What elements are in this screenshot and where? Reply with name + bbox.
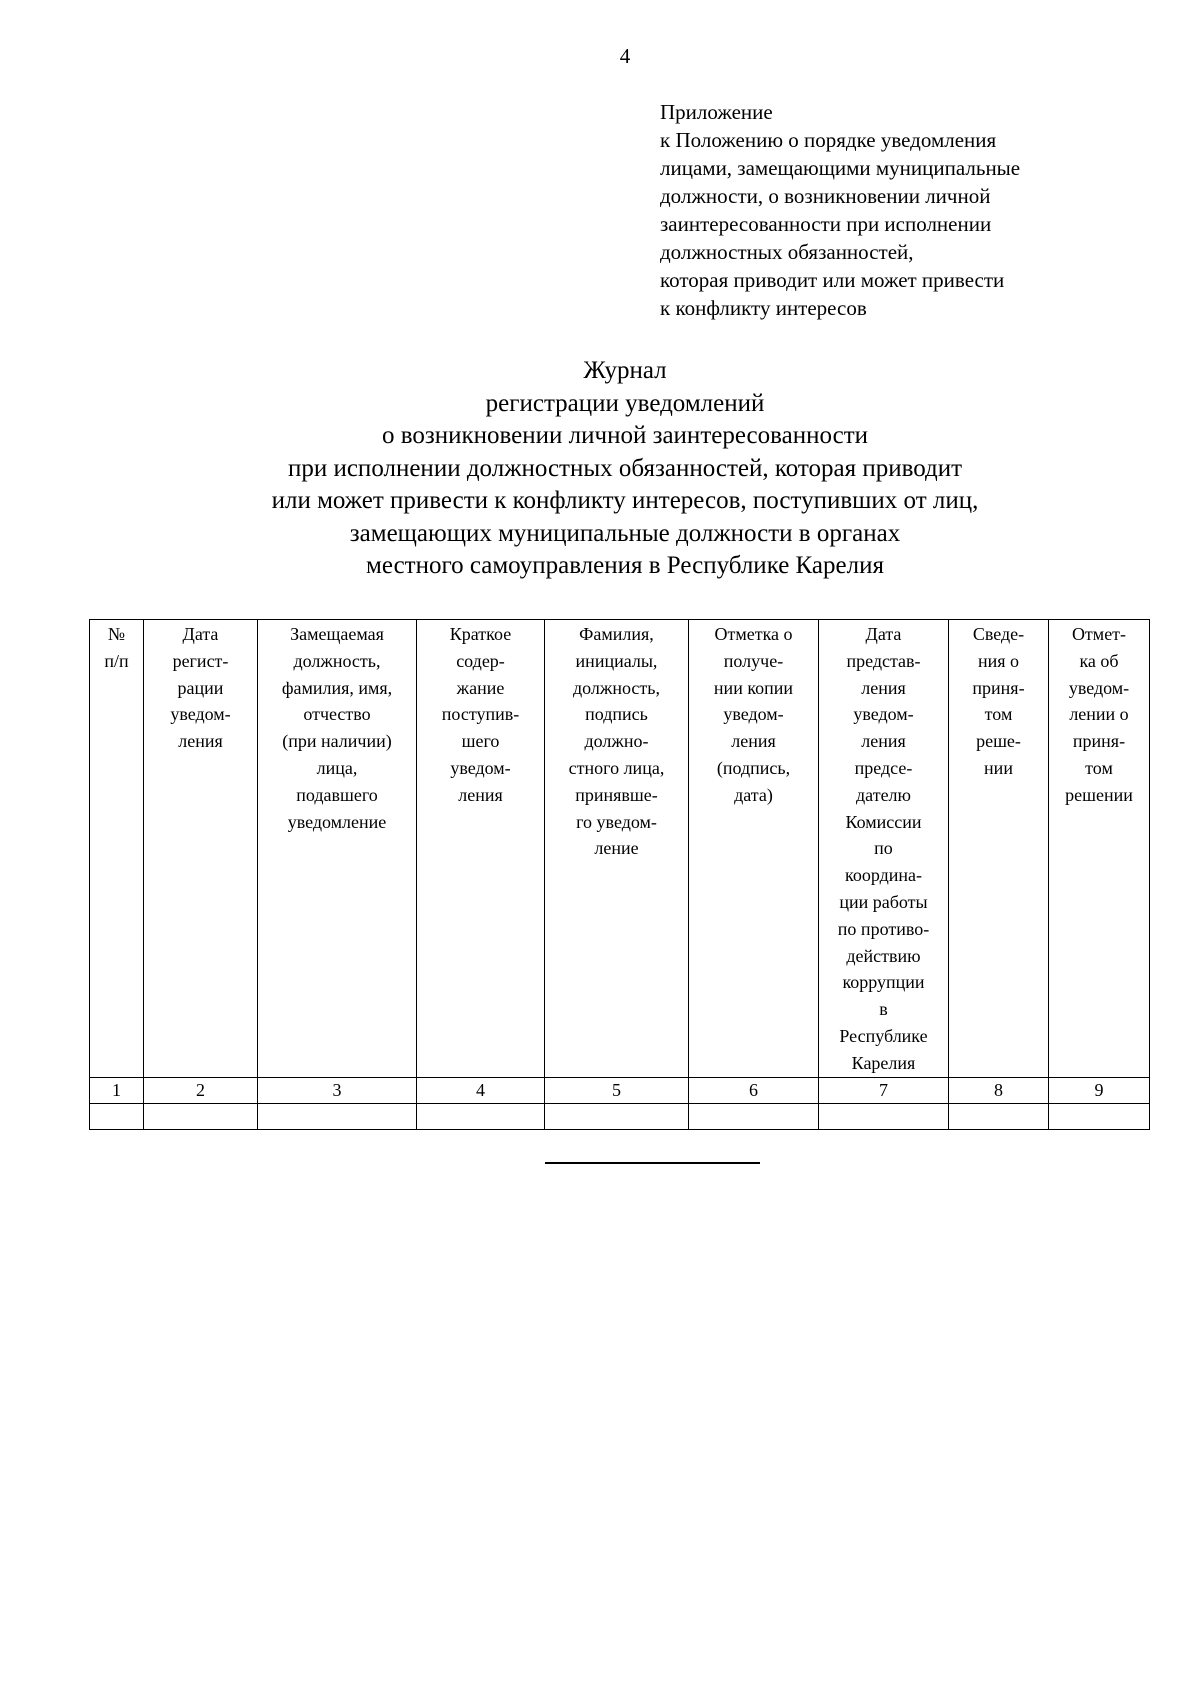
header-line: Республике (839, 1025, 928, 1046)
title-line: при исполнении должностных обязанностей, которая приводит (287, 454, 963, 482)
header-line: инициалы, (575, 650, 658, 671)
header-line: уведом- (170, 704, 231, 725)
entry-cell[interactable] (819, 1103, 949, 1129)
column-number: 9 (1049, 1077, 1150, 1103)
header-cell (417, 620, 545, 1078)
header-line: ления (458, 784, 503, 805)
column-number: 8 (949, 1077, 1049, 1103)
header-line: решении (1065, 784, 1133, 805)
header-line: нии (984, 757, 1013, 778)
appendix-note (660, 98, 1160, 322)
header-line: дателю (856, 784, 911, 805)
title-line: замещающих муниципальные должности в органах (349, 519, 901, 547)
header-line: жание (456, 677, 505, 698)
header-line: уведом- (1068, 677, 1130, 698)
header-line: Комиссии (845, 811, 922, 832)
header-line: (подпись, (716, 757, 791, 778)
header-line: уведом- (450, 757, 511, 778)
column-number: 2 (144, 1077, 258, 1103)
header-line: Дата (182, 624, 219, 644)
header-line: должность, (293, 650, 381, 671)
column-number: 6 (689, 1077, 819, 1103)
header-line: в (879, 999, 888, 1020)
header-line: Краткое (449, 624, 512, 644)
entry-cell[interactable] (144, 1103, 258, 1129)
header-line: го уведом- (576, 811, 657, 832)
header-line: Отмет- (1071, 624, 1127, 644)
header-line: по противо- (837, 918, 930, 939)
appendix-line: должностных обязанностей, (660, 240, 914, 264)
journal-title (0, 355, 1200, 583)
header-line: лица, (316, 757, 358, 778)
header-cell (144, 620, 258, 1078)
header-line: ления (861, 731, 906, 752)
end-rule-divider (545, 1162, 760, 1164)
header-line: реше- (976, 731, 1021, 752)
header-line: Дата (865, 624, 902, 644)
header-line: уведом- (723, 704, 784, 725)
header-line: подпись (585, 704, 648, 725)
header-line: ление (594, 838, 639, 859)
header-line: получе- (723, 650, 784, 671)
header-line: Сведе- (972, 624, 1025, 644)
header-line: ления (178, 731, 223, 752)
register-table (89, 619, 1150, 1130)
header-line: № (107, 624, 126, 644)
header-line: представ- (846, 650, 921, 671)
header-line: предсе- (854, 757, 913, 778)
header-line: уведомление (287, 811, 387, 832)
title-line: о возникновении личной заинтересованности (381, 422, 869, 449)
header-line: отчество (303, 704, 371, 725)
header-line: том (1085, 757, 1113, 778)
title-line: регистрации уведомлений (485, 389, 765, 417)
header-line: Замещаемая (290, 624, 384, 644)
entry-cell[interactable] (417, 1103, 545, 1129)
header-cell (545, 620, 689, 1078)
column-numbers-row (90, 1077, 1150, 1103)
header-line: регист- (172, 650, 229, 671)
header-line: дата) (734, 784, 773, 805)
header-line: лении о (1069, 704, 1129, 725)
empty-entry-row (90, 1103, 1150, 1129)
entry-cell[interactable] (689, 1103, 819, 1129)
appendix-line: лицами, замещающими муниципальные (660, 156, 1021, 180)
entry-cell[interactable] (1049, 1103, 1150, 1129)
header-line: по (874, 838, 893, 859)
header-line: Карелия (851, 1052, 916, 1073)
appendix-line: Приложение (660, 100, 773, 124)
header-cell (949, 620, 1049, 1078)
entry-cell[interactable] (949, 1103, 1049, 1129)
header-line: коррупции (842, 972, 925, 993)
header-line: подавшего (296, 784, 378, 805)
header-line: стного лица, (568, 757, 665, 778)
title-line: или может привести к конфликту интересов, поступивших от лиц, (271, 487, 979, 514)
header-line: рации (177, 677, 224, 698)
title-line: Журнал (583, 357, 667, 384)
column-number: 1 (90, 1077, 144, 1103)
header-line: координа- (844, 865, 922, 886)
column-number: 3 (258, 1077, 417, 1103)
header-line: ления (861, 677, 906, 698)
header-cell (90, 620, 144, 1078)
header-line: приня- (1072, 731, 1126, 752)
header-row (90, 620, 1150, 1078)
header-line: нии копии (713, 677, 794, 698)
header-cell (258, 620, 417, 1078)
header-line: приня- (972, 677, 1025, 698)
column-number: 4 (417, 1077, 545, 1103)
title-line: местного самоуправления в Республике Карелия (366, 552, 884, 579)
appendix-line: должности, о возникновении личной (660, 184, 991, 208)
header-line: уведом- (853, 704, 914, 725)
header-line: действию (846, 945, 921, 966)
header-cell (819, 620, 949, 1078)
entry-cell[interactable] (545, 1103, 689, 1129)
header-cell (1049, 620, 1150, 1078)
header-line: поступив- (441, 704, 520, 725)
header-line: п/п (104, 650, 129, 671)
header-line: содер- (456, 650, 505, 671)
appendix-line: к конфликту интересов (660, 296, 867, 320)
column-number: 5 (545, 1077, 689, 1103)
header-line: ления (731, 731, 776, 752)
header-line: ка об (1079, 650, 1119, 671)
header-cell (689, 620, 819, 1078)
header-line: должно- (584, 731, 649, 752)
header-line: (при наличии) (282, 731, 392, 752)
header-line: Фамилия, (579, 624, 654, 644)
entry-cell[interactable] (90, 1103, 144, 1129)
header-line: шего (461, 731, 500, 752)
header-line: ции работы (839, 891, 928, 912)
page-number: 4 (619, 44, 631, 68)
appendix-line: которая приводит или может привести (660, 268, 1005, 292)
entry-cell[interactable] (258, 1103, 417, 1129)
header-line: том (984, 704, 1013, 725)
appendix-line: заинтересованности при исполнении (660, 212, 992, 236)
header-line: Отметка о (714, 624, 793, 644)
appendix-line: к Положению о порядке уведомления (660, 128, 997, 152)
header-line: фамилия, имя, (281, 677, 393, 698)
header-line: принявше- (575, 784, 658, 805)
header-line: должность, (573, 677, 660, 698)
column-number: 7 (819, 1077, 949, 1103)
header-line: ния о (977, 650, 1020, 671)
